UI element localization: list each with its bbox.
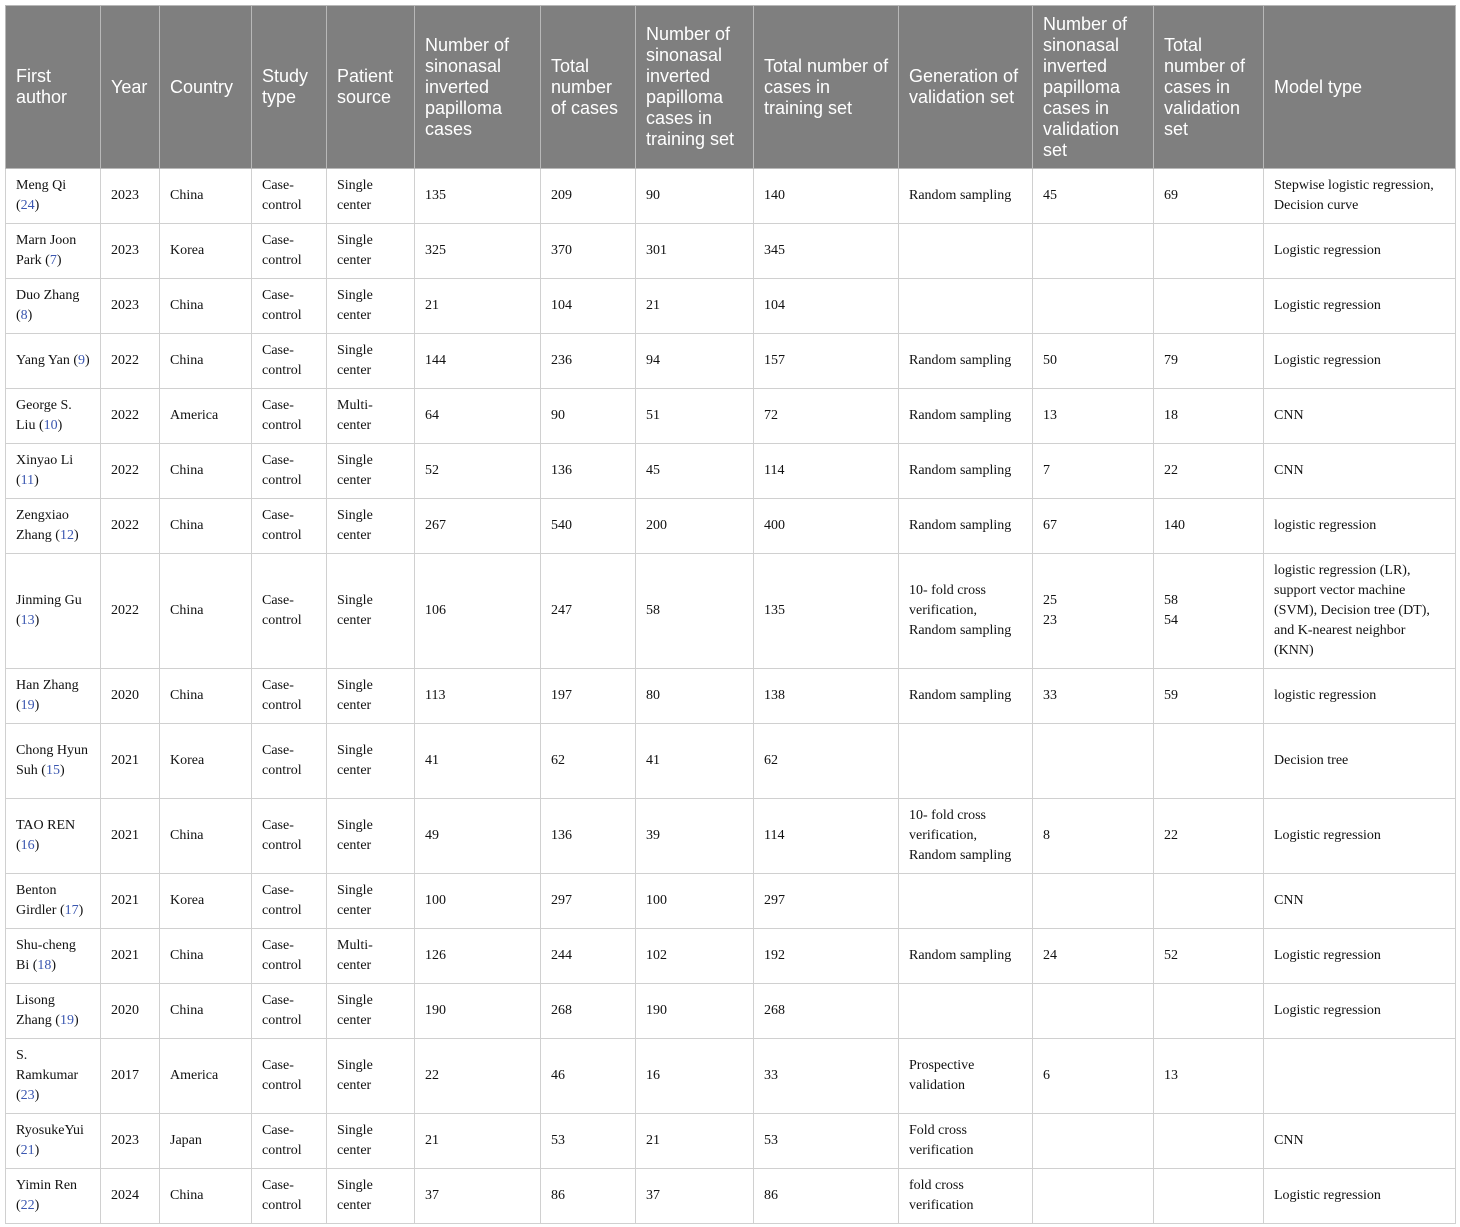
country-cell: Japan	[160, 1114, 252, 1169]
reference-link[interactable]: 15	[45, 763, 60, 778]
total-training-cell: 104	[754, 279, 899, 334]
total-cases-cell: 136	[541, 444, 636, 499]
validation-generation-cell: fold cross verification	[899, 1169, 1033, 1224]
model-type-cell: CNN	[1264, 874, 1456, 929]
model-type-cell: Logistic regression	[1264, 1169, 1456, 1224]
header-total-training: Total number of cases in training set	[754, 6, 899, 169]
total-validation-cell	[1154, 1169, 1264, 1224]
total-training-cell: 400	[754, 499, 899, 554]
total-cases-cell: 62	[541, 724, 636, 799]
total-validation-cell	[1154, 279, 1264, 334]
table-body	[6, 169, 1456, 1224]
year-cell: 2017	[101, 1039, 160, 1114]
year-cell: 2023	[101, 279, 160, 334]
table-row	[6, 169, 1456, 224]
header-model-type: Model type	[1264, 6, 1456, 169]
header-first-author: First author	[6, 6, 101, 169]
total-cases-cell: 247	[541, 554, 636, 669]
patient-source-cell: Single center	[327, 279, 415, 334]
year-cell: 2022	[101, 444, 160, 499]
country-cell: China	[160, 984, 252, 1039]
year-cell: 2023	[101, 169, 160, 224]
validation-generation-cell: Prospective validation	[899, 1039, 1033, 1114]
country-cell: China	[160, 334, 252, 389]
total-training-cell: 192	[754, 929, 899, 984]
total-validation-cell: 13	[1154, 1039, 1264, 1114]
total-training-cell: 114	[754, 444, 899, 499]
country-cell: China	[160, 554, 252, 669]
study-type-cell: Case-control	[252, 799, 327, 874]
studies-table	[5, 5, 1456, 1224]
first-author-cell: Jinming Gu (13)	[6, 554, 101, 669]
total-training-cell: 138	[754, 669, 899, 724]
study-type-cell: Case-control	[252, 169, 327, 224]
total-validation-cell: 52	[1154, 929, 1264, 984]
sinp-validation-cell	[1033, 1169, 1154, 1224]
total-cases-cell: 540	[541, 499, 636, 554]
total-training-cell: 135	[754, 554, 899, 669]
patient-source-cell: Single center	[327, 224, 415, 279]
patient-source-cell: Single center	[327, 1114, 415, 1169]
table-row	[6, 334, 1456, 389]
total-validation-cell	[1154, 224, 1264, 279]
sinp-training-cell: 301	[636, 224, 754, 279]
first-author-cell: Lisong Zhang (19)	[6, 984, 101, 1039]
total-training-cell: 62	[754, 724, 899, 799]
sinp-cases-cell: 267	[415, 499, 541, 554]
sinp-validation-cell	[1033, 279, 1154, 334]
total-validation-cell: 18	[1154, 389, 1264, 444]
model-type-cell: logistic regression (LR), support vector machine (SVM), Decision tree (DT), and K-nearest neighbor (KNN)	[1264, 554, 1456, 669]
table-row	[6, 444, 1456, 499]
model-type-cell: CNN	[1264, 1114, 1456, 1169]
total-validation-cell: 59	[1154, 669, 1264, 724]
first-author-cell: Zengxiao Zhang (12)	[6, 499, 101, 554]
study-type-cell: Case-control	[252, 724, 327, 799]
validation-generation-cell: Random sampling	[899, 929, 1033, 984]
sinp-training-cell: 200	[636, 499, 754, 554]
author-name: George S. Liu	[16, 398, 72, 433]
table-row	[6, 929, 1456, 984]
reference-link[interactable]: 12	[59, 528, 74, 543]
table-row	[6, 279, 1456, 334]
patient-source-cell: Single center	[327, 984, 415, 1039]
study-type-cell: Case-control	[252, 224, 327, 279]
total-cases-cell: 236	[541, 334, 636, 389]
total-validation-cell: 58 54	[1154, 554, 1264, 669]
author-name: Yimin Ren	[16, 1178, 78, 1193]
model-type-cell: Logistic regression	[1264, 334, 1456, 389]
first-author-cell: Benton Girdler (17)	[6, 874, 101, 929]
total-training-cell: 345	[754, 224, 899, 279]
total-validation-cell	[1154, 874, 1264, 929]
author-name: Han Zhang	[16, 678, 79, 693]
first-author-cell: Han Zhang (19)	[6, 669, 101, 724]
sinp-validation-cell: 7	[1033, 444, 1154, 499]
sinp-validation-cell	[1033, 874, 1154, 929]
country-cell: Korea	[160, 874, 252, 929]
author-name: Xinyao Li	[16, 453, 74, 468]
sinp-validation-cell	[1033, 224, 1154, 279]
year-cell: 2021	[101, 874, 160, 929]
total-training-cell: 86	[754, 1169, 899, 1224]
sinp-cases-cell: 52	[415, 444, 541, 499]
patient-source-cell: Single center	[327, 724, 415, 799]
model-type-cell	[1264, 1039, 1456, 1114]
sinp-cases-cell: 325	[415, 224, 541, 279]
sinp-training-cell: 37	[636, 1169, 754, 1224]
sinp-cases-cell: 64	[415, 389, 541, 444]
header-study-type: Study type	[252, 6, 327, 169]
validation-generation-cell	[899, 724, 1033, 799]
sinp-training-cell: 190	[636, 984, 754, 1039]
first-author-cell: Yang Yan (9)	[6, 334, 101, 389]
first-author-cell: Shu-cheng Bi (18)	[6, 929, 101, 984]
sinp-validation-cell: 13	[1033, 389, 1154, 444]
study-type-cell: Case-control	[252, 279, 327, 334]
header-validation-generation: Generation of validation set	[899, 6, 1033, 169]
validation-generation-cell: Random sampling	[899, 169, 1033, 224]
sinp-cases-cell: 135	[415, 169, 541, 224]
patient-source-cell: Single center	[327, 499, 415, 554]
author-name: Marn Joon Park	[16, 233, 77, 268]
table-row	[6, 499, 1456, 554]
model-type-cell: Stepwise logistic regression, Decision curve	[1264, 169, 1456, 224]
validation-generation-cell	[899, 874, 1033, 929]
sinp-validation-cell	[1033, 984, 1154, 1039]
first-author-cell: George S. Liu (10)	[6, 389, 101, 444]
author-name: Meng Qi	[16, 178, 67, 193]
year-cell: 2021	[101, 799, 160, 874]
year-cell: 2020	[101, 984, 160, 1039]
model-type-cell: logistic regression	[1264, 669, 1456, 724]
total-validation-cell	[1154, 984, 1264, 1039]
validation-generation-cell: 10- fold cross verification, Random sampling	[899, 799, 1033, 874]
table-row	[6, 224, 1456, 279]
sinp-validation-cell: 67	[1033, 499, 1154, 554]
year-cell: 2023	[101, 224, 160, 279]
validation-generation-cell	[899, 984, 1033, 1039]
sinp-cases-cell: 144	[415, 334, 541, 389]
patient-source-cell: Single center	[327, 1169, 415, 1224]
total-validation-cell: 22	[1154, 444, 1264, 499]
first-author-cell: Marn Joon Park (7)	[6, 224, 101, 279]
header-total-cases: Total number of cases	[541, 6, 636, 169]
reference-link[interactable]: 22	[20, 1198, 35, 1213]
total-cases-cell: 136	[541, 799, 636, 874]
reference-link[interactable]: 19	[20, 698, 35, 713]
reference-link[interactable]: 10	[43, 418, 58, 433]
validation-generation-cell: Random sampling	[899, 334, 1033, 389]
reference-link[interactable]: 7	[49, 253, 57, 268]
study-type-cell: Case-control	[252, 874, 327, 929]
sinp-cases-cell: 49	[415, 799, 541, 874]
first-author-cell: Xinyao Li (11)	[6, 444, 101, 499]
patient-source-cell: Single center	[327, 669, 415, 724]
first-author-cell: Chong Hyun Suh (15)	[6, 724, 101, 799]
header-year: Year	[101, 6, 160, 169]
sinp-training-cell: 80	[636, 669, 754, 724]
total-training-cell: 140	[754, 169, 899, 224]
table-row	[6, 984, 1456, 1039]
sinp-validation-cell	[1033, 724, 1154, 799]
total-cases-cell: 297	[541, 874, 636, 929]
study-type-cell: Case-control	[252, 444, 327, 499]
table-row	[6, 799, 1456, 874]
total-cases-cell: 268	[541, 984, 636, 1039]
first-author-cell: Duo Zhang (8)	[6, 279, 101, 334]
sinp-training-cell: 94	[636, 334, 754, 389]
validation-generation-cell: Fold cross verification	[899, 1114, 1033, 1169]
patient-source-cell: Single center	[327, 1039, 415, 1114]
reference-link[interactable]: 21	[20, 1143, 35, 1158]
reference-link[interactable]: 24	[20, 198, 35, 213]
sinp-training-cell: 21	[636, 1114, 754, 1169]
sinp-training-cell: 16	[636, 1039, 754, 1114]
reference-link[interactable]: 23	[20, 1088, 35, 1103]
study-type-cell: Case-control	[252, 389, 327, 444]
sinp-cases-cell: 190	[415, 984, 541, 1039]
year-cell: 2021	[101, 724, 160, 799]
sinp-training-cell: 39	[636, 799, 754, 874]
year-cell: 2022	[101, 334, 160, 389]
study-type-cell: Case-control	[252, 1039, 327, 1114]
first-author-cell: S. Ramkumar (23)	[6, 1039, 101, 1114]
model-type-cell: logistic regression	[1264, 499, 1456, 554]
year-cell: 2021	[101, 929, 160, 984]
sinp-cases-cell: 21	[415, 1114, 541, 1169]
first-author-cell: Yimin Ren (22)	[6, 1169, 101, 1224]
sinp-cases-cell: 113	[415, 669, 541, 724]
total-validation-cell: 140	[1154, 499, 1264, 554]
validation-generation-cell	[899, 279, 1033, 334]
reference-link[interactable]: 18	[37, 958, 52, 973]
validation-generation-cell: Random sampling	[899, 444, 1033, 499]
total-cases-cell: 46	[541, 1039, 636, 1114]
header-country: Country	[160, 6, 252, 169]
table-row	[6, 1039, 1456, 1114]
model-type-cell: CNN	[1264, 444, 1456, 499]
sinp-validation-cell: 6	[1033, 1039, 1154, 1114]
author-name: TAO REN	[16, 818, 76, 833]
country-cell: America	[160, 389, 252, 444]
patient-source-cell: Single center	[327, 444, 415, 499]
header-row	[6, 6, 1456, 169]
author-name: S. Ramkumar	[16, 1048, 79, 1083]
author-name: Benton Girdler	[16, 883, 57, 918]
sinp-training-cell: 21	[636, 279, 754, 334]
country-cell: China	[160, 669, 252, 724]
table-row	[6, 389, 1456, 444]
header-sinp-cases: Number of sinonasal inverted papilloma cases	[415, 6, 541, 169]
patient-source-cell: Single center	[327, 874, 415, 929]
first-author-cell: RyosukeYui (21)	[6, 1114, 101, 1169]
sinp-validation-cell	[1033, 1114, 1154, 1169]
sinp-validation-cell: 45	[1033, 169, 1154, 224]
sinp-cases-cell: 106	[415, 554, 541, 669]
sinp-cases-cell: 100	[415, 874, 541, 929]
model-type-cell: CNN	[1264, 389, 1456, 444]
author-name: RyosukeYui	[16, 1123, 84, 1138]
sinp-training-cell: 41	[636, 724, 754, 799]
total-cases-cell: 90	[541, 389, 636, 444]
year-cell: 2020	[101, 669, 160, 724]
header-total-validation: Total number of cases in validation set	[1154, 6, 1264, 169]
table-row	[6, 1114, 1456, 1169]
country-cell: China	[160, 169, 252, 224]
validation-generation-cell: 10- fold cross verification, Random sampling	[899, 554, 1033, 669]
total-training-cell: 157	[754, 334, 899, 389]
table-row	[6, 1169, 1456, 1224]
sinp-training-cell: 51	[636, 389, 754, 444]
validation-generation-cell	[899, 224, 1033, 279]
author-name: Shu-cheng Bi	[16, 938, 76, 973]
sinp-validation-cell: 8	[1033, 799, 1154, 874]
sinp-cases-cell: 22	[415, 1039, 541, 1114]
model-type-cell: Decision tree	[1264, 724, 1456, 799]
year-cell: 2023	[101, 1114, 160, 1169]
author-name: Lisong Zhang	[16, 993, 55, 1028]
total-training-cell: 297	[754, 874, 899, 929]
total-cases-cell: 104	[541, 279, 636, 334]
model-type-cell: Logistic regression	[1264, 224, 1456, 279]
study-type-cell: Case-control	[252, 334, 327, 389]
model-type-cell: Logistic regression	[1264, 929, 1456, 984]
total-validation-cell: 79	[1154, 334, 1264, 389]
total-validation-cell: 22	[1154, 799, 1264, 874]
study-type-cell: Case-control	[252, 499, 327, 554]
author-name: Chong Hyun Suh	[16, 743, 88, 778]
study-type-cell: Case-control	[252, 929, 327, 984]
total-cases-cell: 209	[541, 169, 636, 224]
country-cell: Korea	[160, 724, 252, 799]
country-cell: Korea	[160, 224, 252, 279]
author-name: Zengxiao Zhang	[16, 508, 69, 543]
year-cell: 2022	[101, 389, 160, 444]
year-cell: 2022	[101, 554, 160, 669]
patient-source-cell: Single center	[327, 169, 415, 224]
table-row	[6, 554, 1456, 669]
year-cell: 2024	[101, 1169, 160, 1224]
reference-link[interactable]: 16	[20, 838, 35, 853]
patient-source-cell: Single center	[327, 554, 415, 669]
table-row	[6, 669, 1456, 724]
validation-generation-cell: Random sampling	[899, 499, 1033, 554]
total-cases-cell: 370	[541, 224, 636, 279]
total-cases-cell: 197	[541, 669, 636, 724]
country-cell: China	[160, 499, 252, 554]
study-type-cell: Case-control	[252, 984, 327, 1039]
model-type-cell: Logistic regression	[1264, 984, 1456, 1039]
author-name: Jinming Gu	[16, 593, 82, 608]
sinp-cases-cell: 41	[415, 724, 541, 799]
reference-link[interactable]: 19	[59, 1013, 74, 1028]
study-type-cell: Case-control	[252, 1114, 327, 1169]
total-training-cell: 33	[754, 1039, 899, 1114]
year-cell: 2022	[101, 499, 160, 554]
sinp-cases-cell: 21	[415, 279, 541, 334]
patient-source-cell: Single center	[327, 334, 415, 389]
total-validation-cell: 69	[1154, 169, 1264, 224]
total-validation-cell	[1154, 1114, 1264, 1169]
total-validation-cell	[1154, 724, 1264, 799]
patient-source-cell: Multi-center	[327, 929, 415, 984]
study-type-cell: Case-control	[252, 669, 327, 724]
patient-source-cell: Multi-center	[327, 389, 415, 444]
header-patient-source: Patient source	[327, 6, 415, 169]
table-row	[6, 724, 1456, 799]
sinp-cases-cell: 37	[415, 1169, 541, 1224]
first-author-cell: Meng Qi (24)	[6, 169, 101, 224]
study-type-cell: Case-control	[252, 1169, 327, 1224]
total-training-cell: 53	[754, 1114, 899, 1169]
sinp-training-cell: 100	[636, 874, 754, 929]
sinp-cases-cell: 126	[415, 929, 541, 984]
sinp-validation-cell: 50	[1033, 334, 1154, 389]
patient-source-cell: Single center	[327, 799, 415, 874]
country-cell: America	[160, 1039, 252, 1114]
country-cell: China	[160, 799, 252, 874]
sinp-training-cell: 45	[636, 444, 754, 499]
reference-link[interactable]: 17	[64, 903, 79, 918]
sinp-validation-cell: 24	[1033, 929, 1154, 984]
reference-link[interactable]: 13	[20, 613, 35, 628]
sinp-validation-cell: 25 23	[1033, 554, 1154, 669]
header-sinp-training: Number of sinonasal inverted papilloma cases in training set	[636, 6, 754, 169]
study-type-cell: Case-control	[252, 554, 327, 669]
author-name: Yang Yan	[16, 353, 70, 368]
reference-link[interactable]: 9	[78, 353, 85, 368]
table-row	[6, 874, 1456, 929]
validation-generation-cell: Random sampling	[899, 669, 1033, 724]
total-cases-cell: 244	[541, 929, 636, 984]
sinp-training-cell: 58	[636, 554, 754, 669]
total-training-cell: 268	[754, 984, 899, 1039]
country-cell: China	[160, 279, 252, 334]
sinp-validation-cell: 33	[1033, 669, 1154, 724]
country-cell: China	[160, 444, 252, 499]
total-training-cell: 114	[754, 799, 899, 874]
sinp-training-cell: 102	[636, 929, 754, 984]
total-cases-cell: 86	[541, 1169, 636, 1224]
reference-link[interactable]: 11	[20, 473, 35, 488]
header-sinp-validation: Number of sinonasal inverted papilloma cases in validation set	[1033, 6, 1154, 169]
total-training-cell: 72	[754, 389, 899, 444]
validation-generation-cell: Random sampling	[899, 389, 1033, 444]
model-type-cell: Logistic regression	[1264, 279, 1456, 334]
total-cases-cell: 53	[541, 1114, 636, 1169]
first-author-cell: TAO REN (16)	[6, 799, 101, 874]
sinp-training-cell: 90	[636, 169, 754, 224]
country-cell: China	[160, 929, 252, 984]
reference-link[interactable]: 8	[20, 308, 28, 323]
model-type-cell: Logistic regression	[1264, 799, 1456, 874]
author-name: Duo Zhang	[16, 288, 80, 303]
country-cell: China	[160, 1169, 252, 1224]
